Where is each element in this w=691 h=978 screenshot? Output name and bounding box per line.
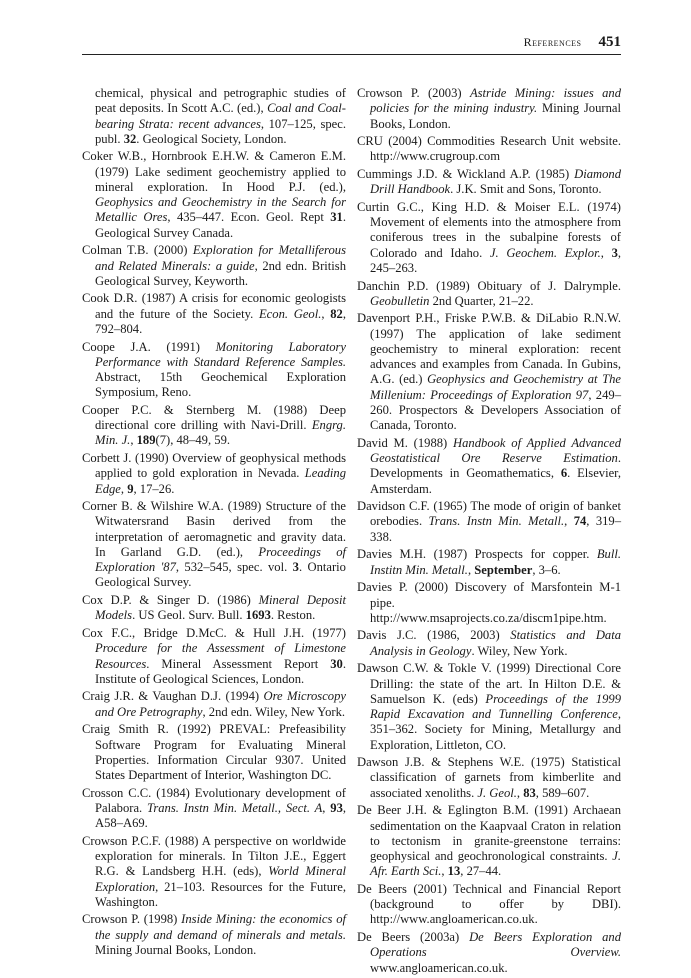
- reference-volume: 3: [611, 245, 618, 260]
- reference-volume: 82: [330, 306, 343, 321]
- reference-entry: [82, 912, 346, 958]
- reference-entry: [82, 403, 346, 449]
- reference-text: , 21–103. Resources for the Future, Washington.: [95, 879, 346, 909]
- reference-title: Ore Microscopy and Ore Petrography: [95, 689, 346, 719]
- reference-title: Procedure for the Assessment of Limestone Resources: [95, 641, 346, 671]
- reference-text: , 249–260. Prospectors & Developers Association of Canada, Toronto.: [370, 387, 621, 433]
- reference-text: . J.K. Smit and Sons, Toronto.: [450, 182, 602, 197]
- reference-title: Proceedings of the 1999 Rapid Excavation and Tunnelling Conference: [370, 691, 621, 722]
- references-left-column: [82, 86, 346, 961]
- reference-text: Davies P. (2000) Discovery of Marsfontein M-1 pipe. http://www.msaprojects.co.za/discm1pipe.htm.: [357, 580, 621, 625]
- reference-text: ,: [130, 433, 137, 448]
- reference-entry: [357, 803, 621, 879]
- reference-title: Bull. Institn Min. Metall.: [370, 547, 621, 577]
- reference-title: J. Geol.: [477, 785, 517, 800]
- reference-entry: [357, 661, 621, 753]
- reference-text: ,: [322, 800, 331, 815]
- reference-text: De Beer J.H. & Eglington B.M. (1991) Archaean sedimentation on the Kaapvaal Craton in relation to tectonism in granite-greenstone terrains: geophysical and geochronological constraints.: [357, 803, 621, 864]
- reference-title: Engrg. Min. J.: [95, 418, 346, 448]
- reference-text: ,: [120, 481, 128, 496]
- reference-entry: [357, 86, 621, 132]
- reference-text: www.angloamerican.co.uk.: [370, 960, 508, 975]
- reference-volume: 13: [447, 864, 461, 879]
- reference-text: , 351–362. Society for Mining, Metallurgy and Exploration, Littleton, CO.: [370, 707, 621, 752]
- reference-entry: [357, 930, 621, 976]
- running-header-text: [524, 34, 621, 51]
- reference-title: Statistics and Data Analysis in Geology: [370, 628, 622, 658]
- reference-text: Craig Smith R. (1992) PREVAL: Prefeasibility Software Program for Evaluating Mineral Properties. Information Circular 9307. United States Department of Interior, Washington DC.: [82, 722, 346, 783]
- reference-text: Cox F.C., Bridge D.McC. & Hull J.H. (1977): [82, 626, 346, 641]
- reference-title: Handbook of Applied Advanced Geostatistical Ore Reserve Estimation: [370, 435, 621, 466]
- reference-entry: [82, 243, 346, 289]
- reference-text: Craig J.R. & Vaughan D.J. (1994): [82, 689, 264, 704]
- reference-text: . Institute of Geological Sciences, London.: [95, 656, 346, 686]
- reference-entry: [357, 200, 621, 276]
- reference-entry: [357, 279, 621, 310]
- reference-title: Geophysics and Geochemistry at The Millenium: Proceedings of Exploration 97: [370, 372, 621, 402]
- reference-entry: [357, 547, 621, 578]
- reference-text: , 589–607.: [535, 785, 590, 800]
- reference-text: (7), 48–49, 59.: [155, 433, 231, 448]
- reference-text: Davis J.C. (1986, 2003): [357, 628, 511, 643]
- reference-entry: [82, 291, 346, 337]
- references-right-column: [357, 86, 621, 978]
- reference-entry: [357, 580, 621, 626]
- reference-volume: September: [474, 562, 533, 577]
- reference-text: Colman T.B. (2000): [82, 243, 193, 258]
- reference-text: , 2nd edn. Wiley, New York.: [202, 704, 346, 719]
- reference-text: , 107–125, spec. publ.: [95, 116, 346, 146]
- reference-text: CRU (2004) Commodities Research Unit website. http://www.crugroup.com: [357, 134, 621, 164]
- reference-text: , 2nd edn. British Geological Survey, Keyworth.: [95, 258, 346, 288]
- reference-text: , 27–44.: [460, 864, 502, 879]
- reference-title: Inside Mining: the economics of the supply and demand of minerals and metals.: [95, 912, 346, 942]
- reference-volume: 1693: [245, 608, 271, 623]
- reference-text: ,: [321, 306, 331, 321]
- reference-entry: [357, 499, 621, 545]
- reference-entry: [82, 626, 346, 687]
- reference-text: Davenport P.H., Friske P.W.B. & DiLabio R.N.W. (1997) The application of lake sediment geochemistry to mineral exploration: recent advances and examples from Canada. In Gubins, A.G. (ed.): [357, 311, 621, 387]
- reference-entry: [357, 311, 621, 433]
- reference-text: Crowson P. (2003): [357, 86, 470, 100]
- reference-entry: [82, 499, 346, 591]
- reference-text: , 792–804.: [95, 306, 346, 336]
- reference-entry: [357, 882, 621, 928]
- reference-text: Davidson C.F. (1965) The mode of origin of banket orebodies.: [357, 499, 621, 529]
- reference-text: Mining Journal Books, London.: [95, 942, 257, 957]
- reference-volume: 31: [330, 210, 343, 225]
- reference-text: . Mineral Assessment Report: [146, 656, 331, 671]
- reference-text: . Elsevier, Amsterdam.: [370, 466, 622, 496]
- page-number: 451: [598, 34, 621, 50]
- reference-entry: [357, 755, 621, 801]
- reference-text: ,: [564, 514, 574, 529]
- reference-title: Geophysics and Geochemistry in the Search for Metallic Ores: [95, 195, 346, 225]
- reference-volume: 32: [123, 131, 137, 146]
- reference-title: Geobulletin: [370, 293, 430, 308]
- reference-entry: [82, 786, 346, 832]
- reference-title: Astride Mining: issues and policies for the mining industry.: [370, 86, 621, 116]
- reference-title: Mineral Deposit Models: [95, 593, 346, 623]
- reference-text: , 435–447. Econ. Geol. Rept: [167, 210, 331, 225]
- reference-text: De Beers (2001) Technical and Financial Report (background to offer by DBI). http://www.angloamerican.co.uk.: [357, 881, 621, 927]
- reference-text: Abstract, 15th Geochemical Exploration Symposium, Reno.: [95, 370, 346, 400]
- reference-entry: [82, 86, 346, 147]
- reference-text: Crowson P.C.F. (1988) A perspective on worldwide exploration for minerals. In Tilton J.E., Eggert R.G. & Landsberg H.H. (eds),: [82, 833, 346, 879]
- reference-volume: 93: [330, 800, 343, 815]
- reference-volume: 3: [292, 560, 299, 575]
- running-header: [82, 34, 621, 55]
- reference-text: , 17–26.: [133, 481, 175, 496]
- reference-text: Coker W.B., Hornbrook E.H.W. & Cameron E.M. (1979) Lake sediment geochemistry applied to mineral exploration. In Hood P.J. (ed.),: [82, 149, 346, 194]
- reference-entry: [82, 451, 346, 497]
- reference-text: Crosson C.C. (1984) Evolutionary development of Palabora.: [82, 785, 346, 815]
- reference-title: Leading Edge: [95, 466, 346, 496]
- reference-text: . Developments in Geomathematics,: [370, 451, 621, 481]
- reference-volume: 83: [523, 785, 536, 800]
- reference-title: Trans. Instn Min. Metall., Sect. A: [147, 800, 323, 815]
- reference-entry: [357, 134, 621, 165]
- reference-title: Monitoring Laboratory Performance with Standard Reference Samples.: [95, 339, 346, 369]
- reference-entry: [82, 834, 346, 910]
- reference-text: Cox D.P. & Singer D. (1986): [82, 593, 259, 608]
- reference-text: , 245–263.: [370, 245, 622, 275]
- reference-text: Danchin P.D. (1989) Obituary of J. Dalrymple.: [357, 278, 621, 293]
- reference-text: ,: [441, 864, 448, 879]
- reference-text: Cummings J.D. & Wickland A.P. (1985): [357, 167, 575, 182]
- reference-entry: [82, 593, 346, 624]
- reference-text: . Reston.: [270, 608, 316, 623]
- reference-text: . Ontario Geological Survey.: [95, 560, 346, 590]
- reference-title: Econ. Geol.: [258, 306, 322, 321]
- section-title: References: [523, 35, 582, 49]
- reference-text: . US Geol. Surv. Bull.: [132, 608, 246, 623]
- reference-volume: 189: [136, 433, 156, 448]
- reference-volume: 6: [560, 466, 568, 481]
- reference-text: Corbett J. (1990) Overview of geophysical methods applied to gold exploration in Nevada.: [82, 451, 346, 481]
- reference-volume: 9: [127, 481, 134, 496]
- reference-text: Corner B. & Wilshire W.A. (1989) Structure of the Witwatersrand Basin derived from the interpretation of aeromagnetic and gravity data. In Garland G.D. (ed.),: [82, 499, 346, 559]
- reference-text: Curtin G.C., King H.D. & Moiser E.L. (1974) Movement of elements into the atmosphere from coniferous trees in the subalpine forests of Colorado and Idaho.: [357, 199, 621, 260]
- reference-text: ,: [600, 245, 612, 260]
- reference-text: Crowson P. (1998): [82, 912, 182, 927]
- reference-text: . Geological Society, London.: [136, 131, 287, 146]
- reference-text: . Geological Survey Canada.: [95, 210, 346, 240]
- reference-title: World Mineral Exploration: [95, 864, 346, 894]
- reference-text: De Beers (2003a): [357, 930, 470, 945]
- reference-text: Mining Journal Books, London.: [370, 101, 621, 131]
- reference-text: Dawson C.W. & Tokle V. (1999) Directional Core Drilling: the state of the art. In Hilton D.E. & Samuelson K. (eds): [357, 661, 621, 706]
- reference-text: ,: [516, 785, 524, 800]
- reference-text: , 3–6.: [532, 562, 561, 577]
- reference-text: Cooper P.C. & Sternberg M. (1988) Deep directional core drilling with Navi-Drill.: [82, 402, 346, 433]
- reference-entry: [82, 149, 346, 241]
- reference-entry: [357, 167, 621, 198]
- reference-text: Coope J.A. (1991): [82, 339, 216, 354]
- reference-text: . Wiley, New York.: [471, 643, 568, 658]
- reference-text: Dawson J.B. & Stephens W.E. (1975) Statistical classification of garnets from kimberlite and associated xenoliths.: [357, 755, 621, 800]
- reference-title: J. Geochem. Explor.: [489, 245, 601, 260]
- reference-text: 2nd Quarter, 21–22.: [429, 293, 534, 308]
- reference-text: Cook D.R. (1987) A crisis for economic geologists and the future of the Society.: [82, 291, 346, 321]
- reference-text: David M. (1988): [357, 435, 454, 450]
- reference-text: chemical, physical and petrographic studies of peat deposits. In Scott A.C. (ed.),: [95, 86, 346, 116]
- reference-title: Exploration for Metalliferous and Related Minerals: a guide: [95, 243, 346, 273]
- reference-text: , A58–A69.: [95, 800, 347, 831]
- reference-entry: [82, 689, 346, 720]
- reference-title: Diamond Drill Handbook: [370, 167, 621, 197]
- reference-entry: [82, 722, 346, 783]
- reference-text: ,: [467, 562, 475, 577]
- reference-title: J. Afr. Earth Sci.: [370, 849, 621, 879]
- reference-volume: 74: [573, 514, 587, 529]
- reference-title: De Beers Exploration and Operations Overview.: [370, 930, 621, 960]
- reference-title: Trans. Instn Min. Metall.: [428, 514, 565, 529]
- reference-title: Coal and Coal-bearing Strata: recent advances: [95, 101, 346, 131]
- reference-text: , 532–545, spec. vol.: [175, 560, 293, 575]
- reference-volume: 30: [330, 656, 343, 671]
- reference-entry: [357, 436, 621, 497]
- reference-entry: [82, 340, 346, 401]
- reference-entry: [357, 628, 621, 659]
- reference-text: , 319–338.: [370, 514, 621, 544]
- reference-text: Davies M.H. (1987) Prospects for copper.: [357, 547, 597, 562]
- reference-title: Proceedings of Exploration '87: [95, 544, 346, 575]
